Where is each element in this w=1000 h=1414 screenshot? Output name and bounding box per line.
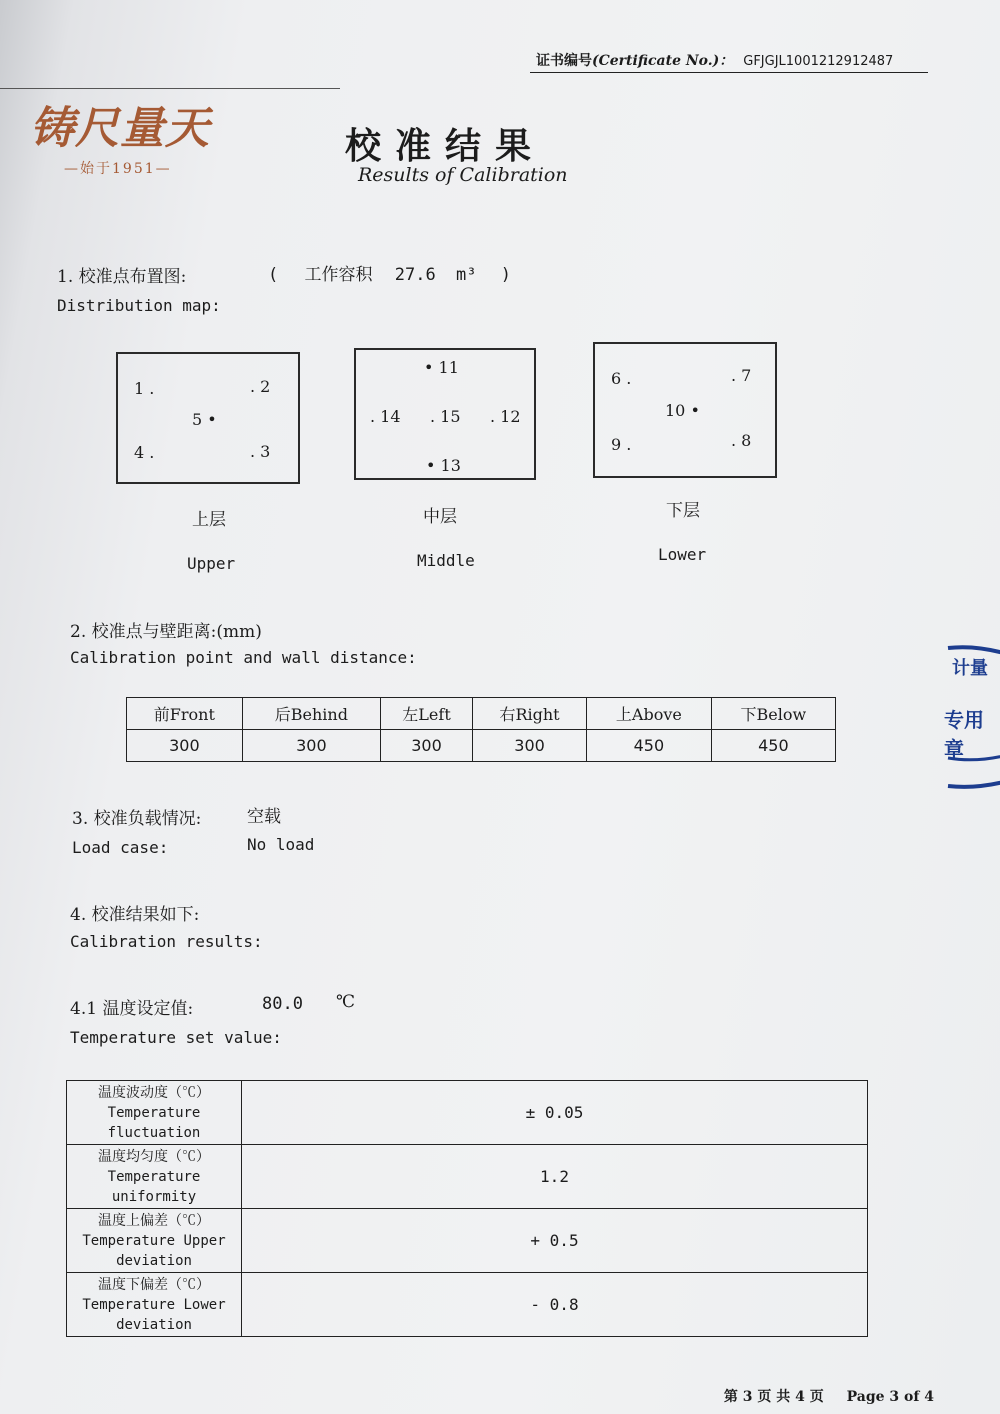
row-label <box>67 1273 242 1337</box>
point-5: 5 • <box>192 410 217 429</box>
cert-label-en: (Certificate No.)： <box>592 53 734 69</box>
table-row <box>67 1145 868 1209</box>
middle-label-en: Middle <box>417 551 475 570</box>
top-left-rule <box>0 88 340 89</box>
cert-label-cn: 证书编号 <box>536 53 592 69</box>
point-1: 1 . <box>134 379 155 398</box>
set-value-heading: 4.1 温度设定值: <box>70 999 194 1019</box>
section4-heading: 4. 校准结果如下: <box>70 905 200 925</box>
cert-number: GFJGJL1001212912487 <box>743 54 894 69</box>
point-6: 6 . <box>611 369 632 388</box>
value-left: 300 <box>380 730 472 762</box>
value-below: 450 <box>711 730 835 762</box>
point-11: • 11 <box>424 358 459 377</box>
page-number-cn: 第 3 页 共 4 页 <box>723 1389 824 1405</box>
section4-heading-en: Calibration results: <box>70 932 263 951</box>
row-label-en: Temperature Lower <box>82 1296 226 1313</box>
official-stamp <box>944 640 1000 790</box>
point-4: 4 . <box>134 443 155 462</box>
stamp-text-bottom: 专用章 <box>944 708 984 761</box>
section1-heading-en: Distribution map: <box>57 296 221 315</box>
row-label-en: Temperature <box>107 1168 201 1185</box>
header-below: 下Below <box>711 698 835 730</box>
volume-unit: m³ <box>455 265 477 285</box>
row-label-cn: 温度波动度（℃） <box>98 1084 210 1101</box>
section3-heading-en: Load case: <box>72 838 169 857</box>
row-label-en: deviation <box>116 1316 192 1333</box>
volume-open: ( <box>268 265 279 285</box>
table-row <box>67 1209 868 1273</box>
point-8: . 8 <box>731 431 752 450</box>
set-value: 80.0 <box>262 994 303 1014</box>
lower-label-en: Lower <box>658 545 707 564</box>
value-above: 450 <box>587 730 712 762</box>
lower-deviation-value: - 0.8 <box>242 1273 868 1337</box>
page-number-en: Page 3 of 4 <box>846 1389 934 1405</box>
point-15: . 15 <box>430 407 461 426</box>
row-label-en: Temperature <box>107 1104 201 1121</box>
upper-layer-box <box>116 352 300 484</box>
certificate-number-row <box>536 50 893 70</box>
fluctuation-value: ± 0.05 <box>242 1081 868 1145</box>
point-14: . 14 <box>370 407 401 426</box>
row-label <box>67 1145 242 1209</box>
upper-label-cn: 上层 <box>192 510 226 530</box>
table-row <box>127 698 836 730</box>
value-right: 300 <box>473 730 587 762</box>
table-row <box>67 1273 868 1337</box>
row-label-en: fluctuation <box>107 1124 201 1141</box>
header-rule <box>530 72 928 73</box>
header-above: 上Above <box>587 698 712 730</box>
lower-label-cn: 下层 <box>666 501 700 521</box>
logo <box>30 92 210 178</box>
stamp-text-top: 计量 <box>952 658 988 679</box>
point-7: . 7 <box>731 366 752 385</box>
upper-label-en: Upper <box>187 554 236 573</box>
point-10: 10 • <box>665 401 700 420</box>
header-front: 前Front <box>127 698 243 730</box>
wall-distance-table <box>126 697 836 762</box>
header-right: 右Right <box>473 698 587 730</box>
point-3: . 3 <box>250 442 271 461</box>
volume-value: 27.6 <box>394 265 436 285</box>
uniformity-value: 1.2 <box>242 1145 868 1209</box>
point-2: . 2 <box>250 377 271 396</box>
table-row <box>127 730 836 762</box>
header-left: 左Left <box>380 698 472 730</box>
value-front: 300 <box>127 730 243 762</box>
volume-close: ) <box>500 265 511 285</box>
upper-deviation-value: + 0.5 <box>242 1209 868 1273</box>
row-label <box>67 1209 242 1273</box>
point-9: 9 . <box>611 435 632 454</box>
row-label-en: uniformity <box>111 1188 197 1205</box>
lower-layer-box <box>593 342 777 478</box>
row-label-cn: 温度上偏差（℃） <box>98 1212 210 1229</box>
point-13: • 13 <box>426 456 461 475</box>
section3-heading: 3. 校准负载情况: <box>72 809 202 829</box>
middle-layer-box <box>354 348 536 480</box>
section2-heading: 2. 校准点与壁距离:(mm) <box>70 622 262 642</box>
row-label <box>67 1081 242 1145</box>
header-behind: 后Behind <box>242 698 380 730</box>
set-value-unit: ℃ <box>336 992 356 1012</box>
table-row <box>67 1081 868 1145</box>
value-behind: 300 <box>242 730 380 762</box>
load-value-en: No load <box>247 835 315 854</box>
volume-info <box>268 260 511 285</box>
section1-heading: 1. 校准点布置图: <box>57 267 187 287</box>
logo-text: 铸尺量天 <box>30 103 210 154</box>
logo-sub: —始于1951— <box>64 161 172 177</box>
load-value-cn: 空载 <box>247 807 281 827</box>
row-label-en: Temperature Upper <box>82 1232 226 1249</box>
section2-heading-en: Calibration point and wall distance: <box>70 648 417 667</box>
middle-label-cn: 中层 <box>423 507 457 527</box>
row-label-cn: 温度均匀度（℃） <box>98 1148 210 1165</box>
page-number <box>724 1386 934 1406</box>
row-label-en: deviation <box>116 1252 192 1269</box>
page-subtitle: Results of Calibration <box>358 164 568 186</box>
set-value-heading-en: Temperature set value: <box>70 1028 282 1047</box>
page-title: 校准结果 <box>345 125 546 167</box>
point-12: . 12 <box>490 407 521 426</box>
volume-label: 工作容积 <box>304 265 373 285</box>
row-label-cn: 温度下偏差（℃） <box>98 1276 210 1293</box>
calibration-results-table <box>66 1080 868 1337</box>
